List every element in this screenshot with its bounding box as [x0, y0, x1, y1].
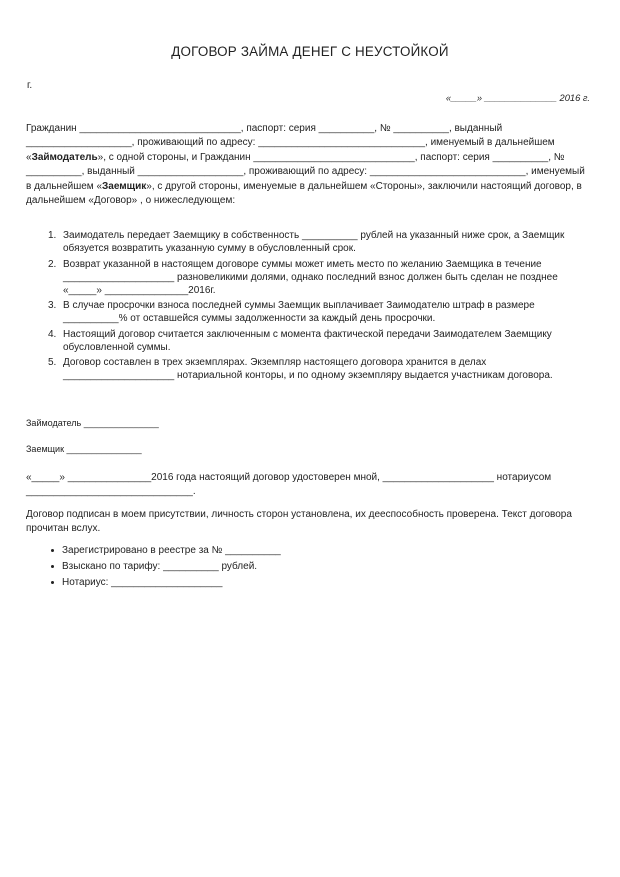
registry-item	[48, 560, 568, 573]
clauses-list	[40, 229, 588, 385]
intro-part-3: », с другой стороны, именуемые в дальнейшем «Стороны», заключили настоящий договор, в дальнейшем «Договор» , о нижеследующем:	[26, 180, 582, 207]
lender-signature-line: Займодатель _______________	[26, 418, 159, 428]
bullet-icon	[51, 581, 54, 584]
document-date: «_____» ______________ 2016 г.	[445, 93, 590, 103]
registry-item	[48, 544, 568, 557]
registry-text: Взыскано по тарифу: __________ рублей.	[62, 561, 258, 572]
clause-number: 3.	[48, 300, 57, 311]
clause-item	[40, 356, 588, 382]
registry-item	[48, 576, 568, 589]
clause-text: Заимодатель передает Заемщику в собственность __________ рублей на указанный ниже срок, а Заемщик обязуется возвратить указанную сумму в обусловленный срок.	[63, 230, 565, 254]
clause-text: Возврат указанной в настоящем договоре суммы может иметь место по желанию Заемщика в течение ____________________ разновеликими долями, однако последний взнос должен быть сделан не позднее «_____» _______________2016г.	[63, 258, 558, 296]
clause-number: 1.	[48, 230, 57, 241]
borrower-term: Заемщик	[102, 180, 147, 192]
city-label: г.	[27, 80, 33, 91]
clause-item	[40, 229, 588, 255]
intro-paragraph	[26, 122, 590, 208]
intro-part-1: Гражданин _____________________________, паспорт: серия __________, № __________, выданный ___________________, проживающий по адресу: ______________________________, именуемый в дальнейшем «	[26, 123, 555, 163]
clause-text: Настоящий договор считается заключенным с момента фактической передачи Заимодателем Заемщику обусловленной суммы.	[63, 328, 552, 353]
clause-number: 2.	[48, 258, 57, 270]
clause-number: 4.	[48, 328, 57, 340]
clause-number: 5.	[48, 357, 57, 368]
clause-item	[40, 328, 588, 354]
clause-item	[40, 299, 588, 325]
bullet-icon	[51, 565, 54, 568]
lender-term: Займодатель	[31, 151, 98, 163]
notary-certification: «_____» _______________2016 года настоящий договор удостоверен мной, ____________________ нотариусом ______________________________.	[26, 472, 552, 497]
borrower-signature-line: Заемщик _______________	[26, 444, 142, 454]
clause-text: Договор составлен в трех экземплярах. Экземпляр настоящего договора хранится в делах ____________________ нотариальной конторы, и по одному экземпляру выдается участникам договора.	[63, 357, 553, 381]
registry-text: Нотариус: ____________________	[62, 577, 223, 588]
intro-part-2: », с одной стороны, и Гражданин _____________________________, паспорт: серия __________, № __________, выданный ___________________, проживающий по адресу: ____________________________, именуемый в дальнейшем «	[26, 151, 585, 192]
registry-list	[48, 544, 568, 592]
bullet-icon	[51, 549, 54, 552]
document-title: ДОГОВОР ЗАЙМА ДЕНЕГ С НЕУСТОЙКОЙ	[171, 44, 449, 59]
clause-item	[40, 258, 588, 297]
registry-text: Зарегистрировано в реестре за № __________	[62, 545, 281, 556]
notary-statement: Договор подписан в моем присутствии, личность сторон установлена, их дееспособность проверена. Текст договора прочитан вслух.	[26, 509, 572, 534]
clause-text: В случае просрочки взноса последней суммы Заемщик выплачивает Заимодателю штраф в размере __________% от оставшейся суммы задолженности за каждый день просрочки.	[63, 300, 535, 324]
